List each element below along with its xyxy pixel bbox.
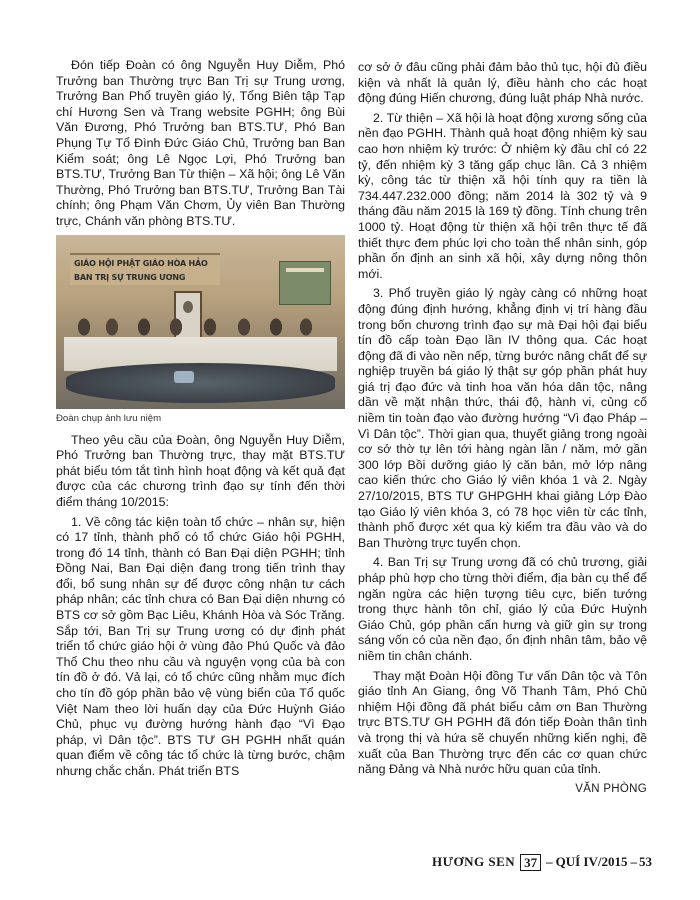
- photo-table: [66, 363, 335, 403]
- photo-banner: [70, 253, 220, 285]
- magazine-name: HƯƠNG SEN: [432, 854, 516, 869]
- request-paragraph: Theo yêu cầu của Đoàn, ông Nguyễn Huy Diễm, Phó Trưởng ban Thường trực, thay mặt BTS.TƯ phát biểu tóm tắt tình hình hoạt động và kết quả đạt được của các chương trình đạo sự tính đến thời điểm tháng 10/2015:: [56, 432, 345, 509]
- right-column: [358, 60, 647, 797]
- item-3-paragraph: 3. Phổ truyền giáo lý ngày càng có những hoạt động đúng định hướng, khẳng định vị trí hàng đầu trong bốn chương trình đạo sự mà Đại hội đại biểu tín đồ cấp toàn Đạo lần IV thông qua. Các hoạt động đã đi vào nền nếp, từng bước nâng chất để sự nghiệp truyền bá giáo lý thật sự góp phần phát huy giá trị đạo đức và tinh hoa văn hóa dân tộc, nâng dần về mặt nhận thức, thái độ, hành vi, củng cố niềm tin toàn đạo vào đường hướng “Vì đạo Pháp – Vì Dân tộc”. Thời gian qua, thuyết giảng trong ngoài cơ sở thờ tự lên tới hàng ngàn lần / năm, mở gần 300 lớp Bồi dưỡng giáo lý căn bản, mở lớp nâng cao kiến thức cho Giáo lý viên khóa 1 và 2. Ngày 27/10/2015, BTS TƯ GHPGHH khai giảng Lớp Đào tạo Giáo lý viên khóa 3, có 78 học viên từ các tỉnh, thành phố được xét qua kỳ kiểm tra đầu vào và do Ban Thường trực tuyển chọn.: [358, 286, 647, 550]
- item-4-paragraph: 4. Ban Trị sự Trung ương đã có chủ trương, giải pháp phù hợp cho từng thời điểm, địa bàn cụ thể để ngăn ngừa các hiện tượng tiêu cực, biến tướng trong thực hành tôn chỉ, giáo lý của Đức Huỳnh Giáo Chủ, góp phần cấn hưng và giữ gìn sự trong sáng vốn có của nền đạo, ổn định nhân tâm, bảo vệ niềm tin chân chánh.: [358, 555, 647, 663]
- item-1-continued-paragraph: cơ sở ở đâu cũng phải đảm bảo thủ tục, hội đủ điều kiện và nhất là quản lý, điều hành cho các hoạt động đúng Hiến chương, đúng luật pháp Nhà nước.: [358, 60, 647, 106]
- left-column: [56, 58, 345, 784]
- issue-number: 37: [520, 854, 541, 871]
- photo-banner-line-2: BAN TRỊ SỰ TRUNG ƯƠNG: [74, 272, 186, 282]
- footer-dash-1: –: [546, 854, 553, 869]
- photo-board: [279, 261, 331, 305]
- group-photo: [56, 235, 345, 409]
- page-footer: [360, 851, 652, 873]
- signature: VĂN PHÒNG: [575, 782, 647, 795]
- item-2-paragraph: 2. Từ thiện – Xã hội là hoạt động xương sống của nền đạo PGHH. Thành quả hoạt động nhiệm kỳ sau cao hơn nhiệm kỳ trước: Ở nhiệm kỳ đầu chỉ có 22 tỷ, đến nhiệm kỳ 3 tăng gấp chục lần. Cả 3 nhiệm kỳ, công tác từ thiện xã hội tính quy ra tiền là 734.447.232.000 đồng; năm 2014 là 302 tỷ và 9 tháng đầu năm 2015 là 169 tỷ đồng. Tính chung trên 1000 tỷ. Hoạt động từ thiện xã hội trên thực tế đã thiết thực đem phúc lợi cho toàn thể nhân sinh, góp phần ổn định an sinh xã hội, xây dựng nông thôn mới.: [358, 110, 647, 281]
- page-number: 53: [639, 854, 652, 869]
- closing-paragraph: Thay mặt Đoàn Hội đồng Tư vấn Dân tộc và Tôn giáo tỉnh An Giang, ông Võ Thanh Tâm, Phó Chủ nhiệm Hội đồng đã phát biểu cảm ơn Ban Thường trực BTS.TƯ GH PGHH đã đón tiếp Đoàn thân tình và trọng thị và hứa sẽ chuyển những kiến nghị, đề xuất của Ban Thường trực đến các cơ quan chức năng Đảng và Nhà nước hữu quan của tỉnh.: [358, 668, 647, 777]
- item-1-paragraph: 1. Về công tác kiện toàn tổ chức – nhân sự, hiện có 17 tỉnh, thành phố có tổ chức Giáo hội PGHH, trong đó 14 tỉnh, thành có Ban Đại diện PGHH; tỉnh Đồng Nai, Ban Đại diện đang trong tiến trình thay đổi, bổ sung nhân sự để được công nhận tư cách pháp nhân; các tỉnh chưa có Ban Đại diện nhưng có BTS cơ sở gồm Bạc Liêu, Khánh Hòa và Sóc Trăng. Sắp tới, Ban Trị sự Trung ương có dự định phát triển tổ chức giáo hội ở vùng đảo Phú Quốc và đảo Thổ Chu theo nhu cầu và nguyện vọng của bà con tín đồ ở đó. Vả lại, có tổ chức cũng nhằm mục đích cho tín đồ góp phần bảo vệ vùng biển của Tổ quốc Việt Nam theo lời huấn dạy của Đức Huỳnh Giáo Chủ, phục vụ đường hướng hành đạo “Vì Đạo pháp, vì Dân tộc”. BTS TƯ GH PGHH nhất quán quan điểm về công tác tổ chức là từng bước, chậm nhưng chắc chắn. Phát triển BTS: [56, 514, 345, 778]
- intro-paragraph: Đón tiếp Đoàn có ông Nguyễn Huy Diễm, Phó Trưởng ban Thường trực Ban Trị sự Trung ương, Trưởng Ban Phổ truyền giáo lý, Tổng Biên tập Tạp chí Hương Sen và Trang website PGHH; ông Bùi Văn Đương, Phó Trưởng ban BTS.TƯ, Phó Ban Phụng Tự Tổ Đình Đức Giáo Chủ, Trưởng ban Ban Kiểm soát; ông Lê Ngọc Lợi, Phó Trưởng ban BTS.TƯ, Trưởng Ban Từ thiện – Xã hội; ông Lê Văn Thường, Phó Trưởng ban BTS.TƯ, Trưởng Ban Tài chính; ông Phạm Văn Chơm, Ủy viên Ban Thường trực, Chánh văn phòng BTS.TƯ.: [56, 58, 345, 228]
- photo-banner-line-1: GIÁO HỘI PHẬT GIÁO HÒA HẢO: [74, 258, 208, 268]
- photo-caption: Đoàn chụp ảnh lưu niệm: [56, 412, 162, 424]
- footer-dash-2: –: [630, 854, 637, 869]
- quarter-label: QUÍ IV/2015: [555, 854, 628, 869]
